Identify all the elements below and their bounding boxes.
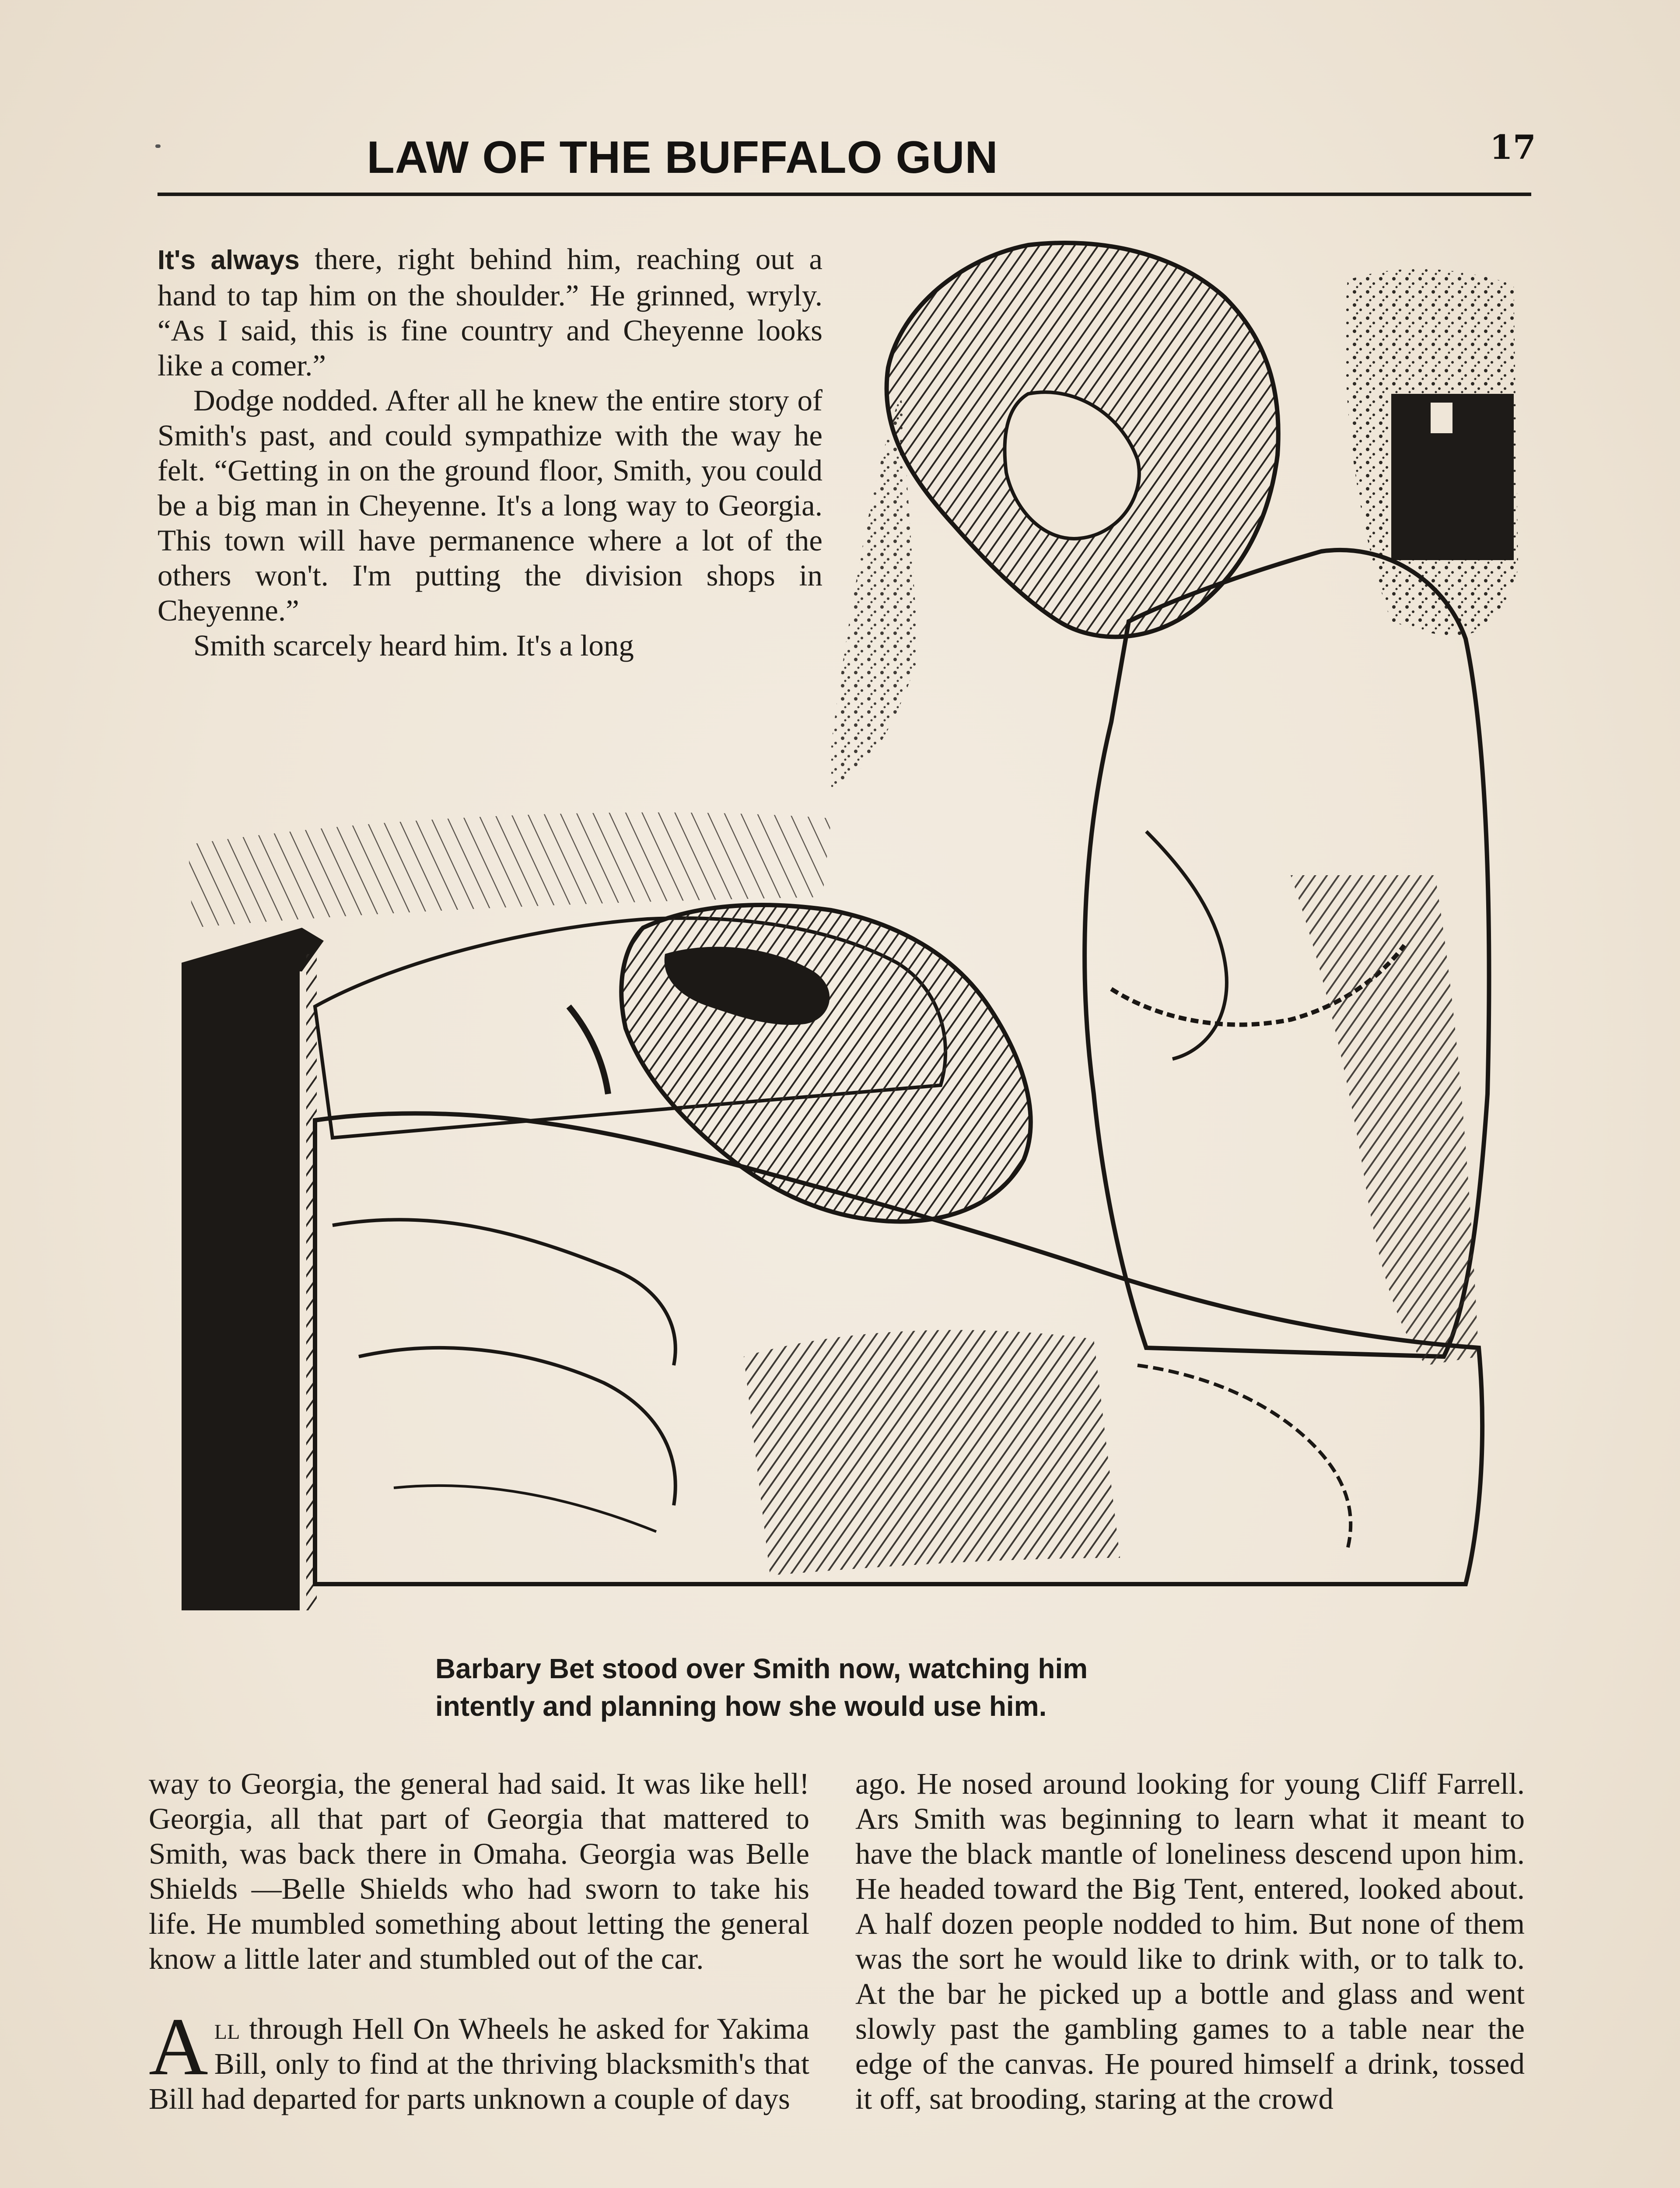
wall-texture [831,394,919,788]
page-number: 17 [1490,128,1536,167]
paragraph-text: there, right behind him, reaching out a hand to tap him on the shoulder.” He grinned, wryly. “As I said, this is fine country and Cheyenne looks like a comer.” [158,242,822,382]
horizon [188,813,831,928]
drop-cap-continuation: ll [214,2012,240,2045]
bedpost [182,963,300,1610]
paragraph: ago. He nosed around looking for young Cliff Farrell. Ars Smith was beginning to learn what it meant to have the black mantle of loneliness descend upon him. He headed toward the Big Tent, entered, looked about. A half dozen people nodded to him. But none of them was the sort he would like to drink with, or to talk to. At the bar he picked up a bottle and glass and went slowly past the gambling games to a table near the edge of the canvas. He poured himself a drink, tossed it off, sat brooding, staring at the crowd [855,1767,1525,2115]
header-rule [158,193,1531,196]
pillow [315,918,945,1138]
man-head [621,905,1030,1221]
woman-body [1085,550,1489,1357]
paragraph: Smith scarcely heard him. It's a long [193,629,634,662]
bottom-right-column [855,1766,1525,2116]
woman-hair [887,243,1278,637]
paragraph [158,242,822,383]
illustration-caption: Barbary Bet stood over Smith now, watching him intently and planning how she would use him. [435,1653,1088,1722]
lead-in: It's always [158,245,300,275]
window-shape [1391,394,1514,560]
drop-cap: A [149,2001,208,2092]
paragraph: way to Georgia, the general had said. It was like hell! Georgia, all that part of Georgia that mattered to Smith, was back there in Omaha. Georgia was Belle Shields —Belle Shields who had sworn to take his life. He mumbled something about letting the general know a little later and stumbled out of the car. [149,1767,809,1975]
background-wall [1345,269,1518,636]
section-break [149,1976,809,2011]
paragraph [149,2001,809,2116]
top-text-column [158,242,822,663]
paragraph-text: through Hell On Wheels he asked for Yakima Bill, only to find at the thriving blacksmith's that Bill had departed for parts unknown a couple of days [149,2012,809,2115]
paragraph: Dodge nodded. After all he knew the entire story of Smith's past, and could sympathize with the way he felt. “Getting in on the ground floor, Smith, you could be a big man in Cheyenne. It's a long way to Georgia. This town will have permanence where a lot of the others won't. I'm putting the division shops in Cheyenne.” [158,384,822,627]
running-title: LAW OF THE BUFFALO GUN [367,132,998,183]
bed-blanket [315,1113,1482,1584]
bottom-left-column [149,1766,809,2116]
